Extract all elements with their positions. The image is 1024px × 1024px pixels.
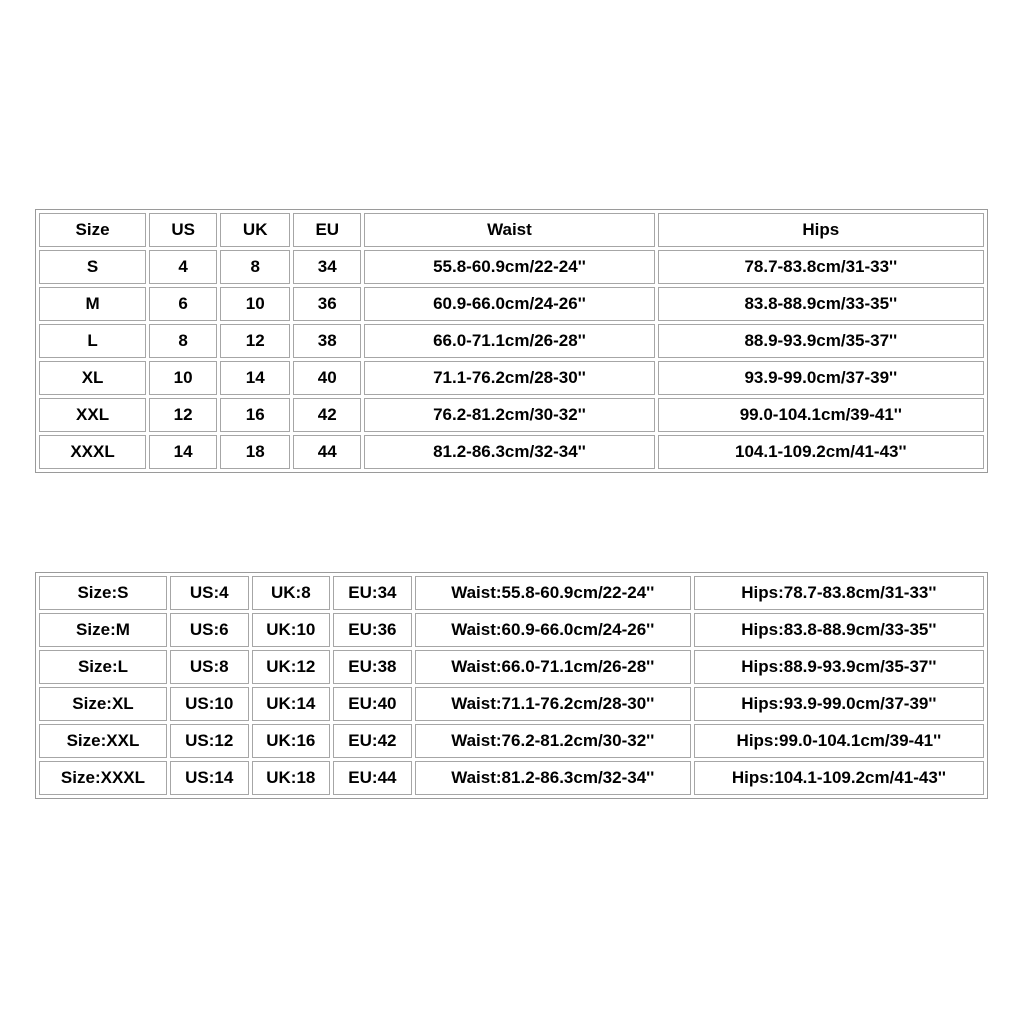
cell-us: US:10 [170,687,249,721]
header-eu: EU [293,213,361,247]
table-row [39,398,984,432]
size-chart-body [39,213,984,469]
cell-eu: 40 [293,361,361,395]
cell-hips: Hips:93.9-99.0cm/37-39'' [694,687,984,721]
cell-waist: 71.1-76.2cm/28-30'' [364,361,654,395]
cell-hips: Hips:104.1-109.2cm/41-43'' [694,761,984,795]
table-row [39,361,984,395]
cell-eu: 36 [293,287,361,321]
cell-size: XL [39,361,146,395]
cell-hips: Hips:78.7-83.8cm/31-33'' [694,576,984,610]
cell-uk: 12 [220,324,290,358]
cell-us: 4 [149,250,217,284]
cell-uk: 8 [220,250,290,284]
cell-us: 10 [149,361,217,395]
cell-us: US:4 [170,576,249,610]
cell-size: Size:XL [39,687,167,721]
cell-uk: 18 [220,435,290,469]
cell-size: Size:XXL [39,724,167,758]
table-row [39,613,984,647]
cell-waist: 60.9-66.0cm/24-26'' [364,287,654,321]
cell-uk: UK:12 [252,650,331,684]
table-row [39,687,984,721]
cell-uk: UK:14 [252,687,331,721]
cell-size: M [39,287,146,321]
cell-size: Size:L [39,650,167,684]
cell-uk: 16 [220,398,290,432]
cell-size: L [39,324,146,358]
cell-eu: EU:38 [333,650,412,684]
cell-size: XXL [39,398,146,432]
cell-uk: 14 [220,361,290,395]
cell-hips: 99.0-104.1cm/39-41'' [658,398,984,432]
cell-waist: Waist:66.0-71.1cm/26-28'' [415,650,691,684]
table-row [39,576,984,610]
cell-size: XXXL [39,435,146,469]
cell-waist: 81.2-86.3cm/32-34'' [364,435,654,469]
cell-eu: EU:36 [333,613,412,647]
cell-eu: 42 [293,398,361,432]
cell-hips: 88.9-93.9cm/35-37'' [658,324,984,358]
cell-uk: 10 [220,287,290,321]
table-row [39,287,984,321]
cell-eu: EU:34 [333,576,412,610]
table-row [39,435,984,469]
size-chart-labeled-table [35,572,988,799]
cell-us: US:8 [170,650,249,684]
cell-hips: Hips:88.9-93.9cm/35-37'' [694,650,984,684]
cell-waist: Waist:55.8-60.9cm/22-24'' [415,576,691,610]
header-us: US [149,213,217,247]
cell-eu: EU:40 [333,687,412,721]
cell-hips: Hips:83.8-88.9cm/33-35'' [694,613,984,647]
cell-us: 8 [149,324,217,358]
cell-waist: 55.8-60.9cm/22-24'' [364,250,654,284]
cell-eu: 34 [293,250,361,284]
cell-waist: Waist:76.2-81.2cm/30-32'' [415,724,691,758]
cell-us: US:6 [170,613,249,647]
table-row [39,250,984,284]
cell-uk: UK:18 [252,761,331,795]
cell-eu: EU:44 [333,761,412,795]
cell-uk: UK:8 [252,576,331,610]
header-size: Size [39,213,146,247]
cell-hips: 93.9-99.0cm/37-39'' [658,361,984,395]
cell-eu: EU:42 [333,724,412,758]
cell-hips: Hips:99.0-104.1cm/39-41'' [694,724,984,758]
table-row [39,650,984,684]
table-row [39,724,984,758]
cell-us: US:14 [170,761,249,795]
cell-us: US:12 [170,724,249,758]
cell-eu: 44 [293,435,361,469]
table-row [39,324,984,358]
cell-eu: 38 [293,324,361,358]
cell-size: Size:XXXL [39,761,167,795]
cell-waist: 76.2-81.2cm/30-32'' [364,398,654,432]
header-waist: Waist [364,213,654,247]
header-hips: Hips [658,213,984,247]
cell-hips: 83.8-88.9cm/33-35'' [658,287,984,321]
cell-size: Size:M [39,613,167,647]
cell-size: Size:S [39,576,167,610]
cell-us: 14 [149,435,217,469]
table-row [39,761,984,795]
cell-waist: 66.0-71.1cm/26-28'' [364,324,654,358]
cell-waist: Waist:60.9-66.0cm/24-26'' [415,613,691,647]
cell-hips: 78.7-83.8cm/31-33'' [658,250,984,284]
cell-us: 6 [149,287,217,321]
table-header-row [39,213,984,247]
cell-waist: Waist:71.1-76.2cm/28-30'' [415,687,691,721]
cell-hips: 104.1-109.2cm/41-43'' [658,435,984,469]
size-chart-labeled-body [39,576,984,795]
cell-us: 12 [149,398,217,432]
size-chart-table [35,209,988,473]
cell-uk: UK:16 [252,724,331,758]
cell-size: S [39,250,146,284]
cell-waist: Waist:81.2-86.3cm/32-34'' [415,761,691,795]
header-uk: UK [220,213,290,247]
cell-uk: UK:10 [252,613,331,647]
